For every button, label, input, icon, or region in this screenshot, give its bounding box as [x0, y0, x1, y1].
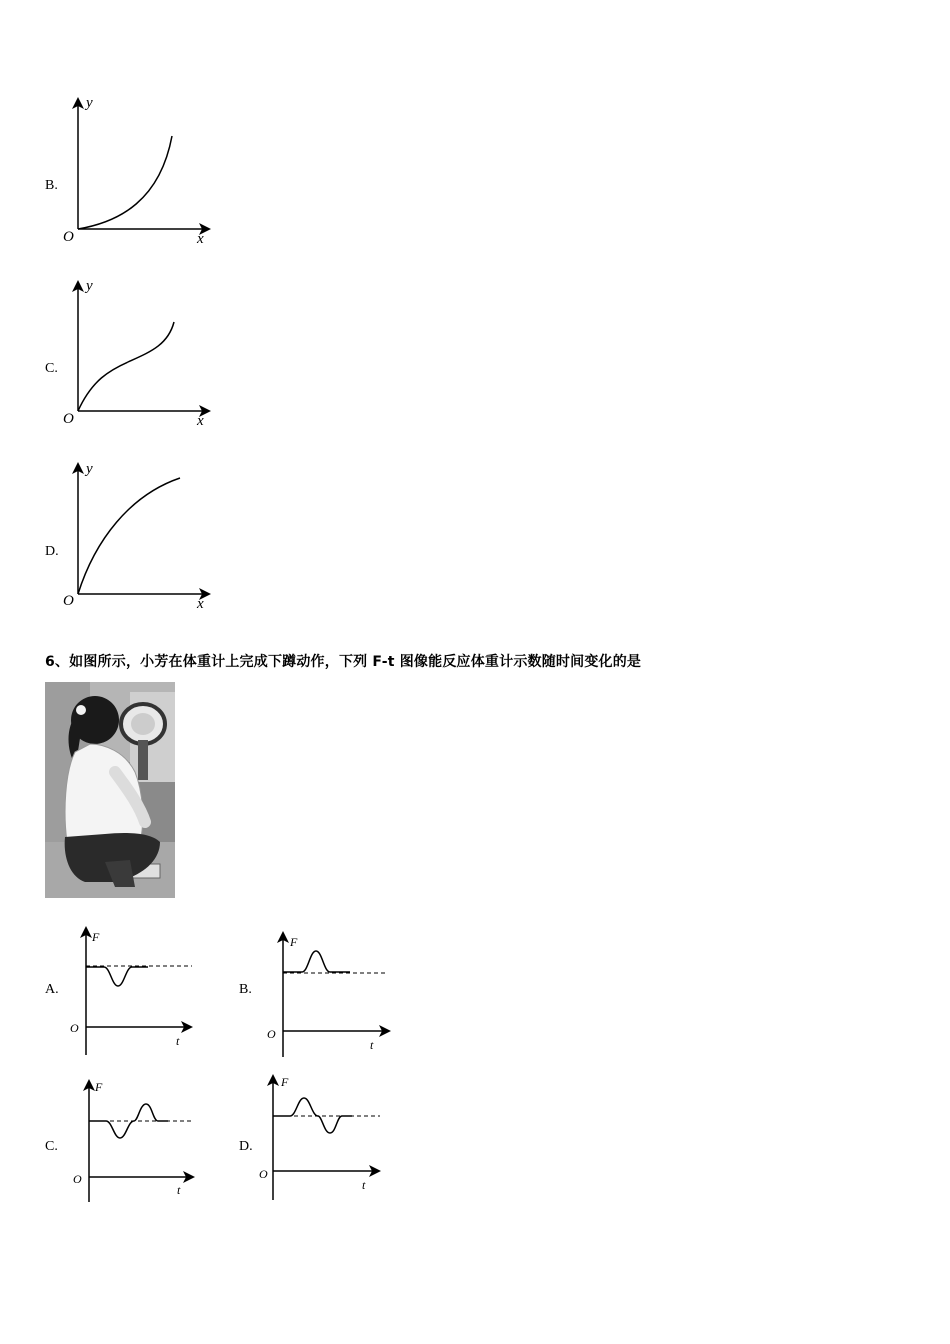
graph-b-x-label: x [197, 231, 204, 247]
ft-option-c-label: C. [45, 1139, 58, 1154]
ft-graph-a-y-label: F [92, 930, 100, 944]
ft-graph-b-x-label: t [370, 1038, 374, 1052]
graph-c-x-label: x [197, 413, 204, 429]
ft-graph-b-y-label: F [290, 935, 298, 949]
graph-d-x-label: x [197, 596, 204, 612]
ft-option-d-label: D. [239, 1139, 253, 1154]
graph-b-y-label: y [86, 95, 93, 111]
graph-b-origin-label: O [63, 229, 74, 245]
question-6-text: 6、如图所示，小芳在体重计上完成下蹲动作，下列 F-t 图像能反应体重计示数随时间变化的是 [45, 654, 642, 670]
graph-d-origin-label: O [63, 593, 74, 609]
ft-graph-c-y-label: F [95, 1080, 103, 1094]
ft-graph-a-x-label: t [176, 1034, 180, 1048]
option-d-label: D. [45, 544, 59, 559]
ft-graph-d-y-label: F [281, 1075, 289, 1089]
option-b-label: B. [45, 178, 58, 193]
graph-c-origin-label: O [63, 411, 74, 427]
ft-graph-d-x-label: t [362, 1178, 366, 1192]
ft-graph-c-x-label: t [177, 1183, 181, 1197]
ft-graph-c-origin-label: O [73, 1172, 82, 1186]
ft-graph-a-origin-label: O [70, 1021, 79, 1035]
ft-graph-d-origin-label: O [259, 1167, 268, 1181]
ft-graph-b-origin-label: O [267, 1027, 276, 1041]
ft-option-a-label: A. [45, 982, 59, 997]
graph-d-y-label: y [86, 461, 93, 477]
option-c-label: C. [45, 361, 58, 376]
ft-option-b-label: B. [239, 982, 252, 997]
graph-c-y-label: y [86, 278, 93, 294]
ft-graph-d-curve [273, 1098, 352, 1133]
